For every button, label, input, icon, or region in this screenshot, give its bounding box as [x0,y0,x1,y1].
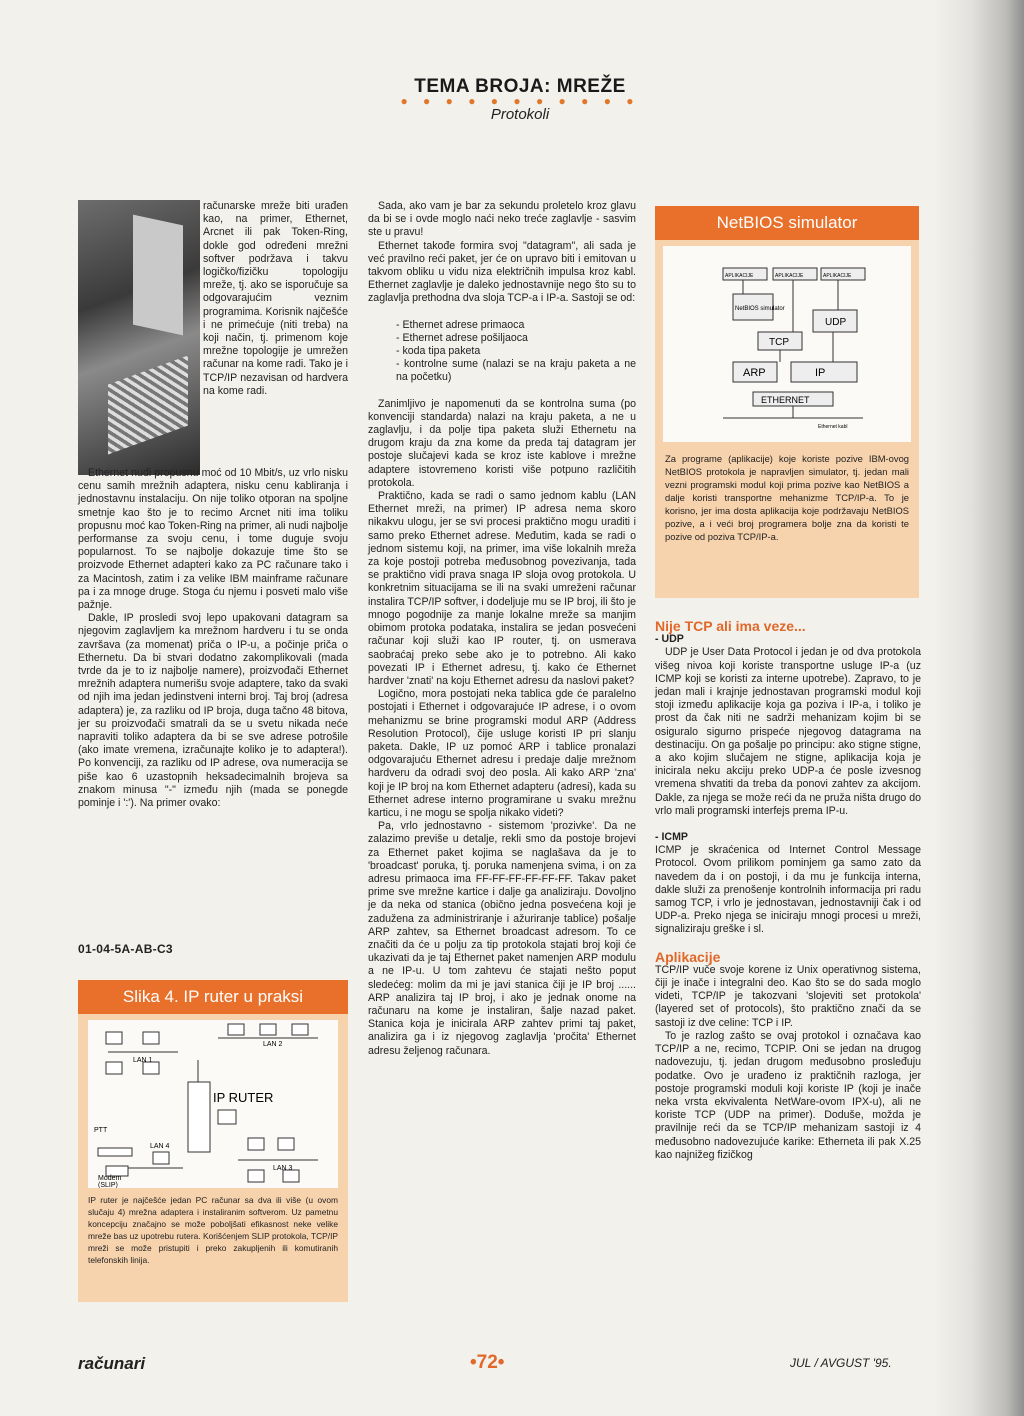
netbios-box [655,206,919,598]
section-title: TEMA BROJA: MREŽE [414,76,626,97]
col2 [368,200,636,1058]
col2-list-3: - koda tipa paketa [396,345,481,358]
figure4-caption: IP ruter je najčešće jedan PC računar sa dva ili više (u ovom slučaju 4) mrežna adaptera i instaliranim softverom. Uz pametnu koncepciju značajno se može poboljšati efikasnost neke velike mreže bas uz upotrebu rutera. Korišćenjem SLIP protokola, TCP/IP mreži se može pristupiti i preko zakupljenih ili komutiranih telefonskih linija. [88,1195,338,1265]
netbios-title: NetBIOS simulator [655,206,919,240]
app3-label: APLIKACIJE [823,273,852,279]
mac-example: 01-04-5A-AB-C3 [78,942,173,956]
ptt-label: PTT [94,1127,108,1134]
col1-para-3: Dakle, IP prosledi svoj lepo upakovani datagram sa njegovim zaglavljem ka mrežnom hardveru i tu se onda završava (za momenat) priča o IP-u, a počinje priča o Ethernetu. Da bi stvari dodatno zakomplikovali (mada tvrde da je to iz najbolje namere), proizvođači Ethernet mrežnih adaptera numerišu svoje adaptere, tako da svaki od njih ima jedan jedinstveni interni broj. Taj broj (adresa adaptera) je, za razliku od IP broja, duga tačno 48 bitova, jer su proizvođači smatrali da se u svetu nikada neće napraviti toliko adaptera da bi se sve adrese potrošile (ako imate vremena, izračunajte koliko je to adaptera!). Po konvenciji, za razliku od IP adrese, ova numeracija se piše kao 6 uzastopnih heksadecimalnih brojeva sa znakom minusa "-" između njih (mada se ponegde pominje i ':'). Na primer ovako: [78,612,348,810]
col1-para-2: Ethernet nudi propusnu moć od 10 Mbit/s, uz vrlo nisku cenu samih mrežnih adaptera, nisku cenu kabliranja i jednostavnu instalaciju. On nije toliko otporan na spoljne smetnje kao što je to recimo Arcnet niti ima toliku propusnu moć kao Token-Ring na primer, ali nudi najbolje performanse za svoju cenu, i tome duguje svoju popularnost. To se najbolje dokazuje time što se proizvode Ethernet adapteri kako za PC računare tako i za Macintosh, zatim i za velike IBM mainframe računare pa i za mnoge druge. Stoga ću njemu i posveti malo više pažnje. [78,467,348,612]
col2-para-4: Praktično, kada se radi o samo jednom kablu (LAN Ethernet mreži, na primer) IP adresa nema skoro nikakvu ulogu, jer se svi procesi praktično mogu uraditi i samo preko Ethernet adrese. Međutim, kada se radi o jednom sistemu koji, na primer, ima više lokalnih mreža za koje postoji potreba međusobnog povezivanja, tada se praktično vidi prava snaga IP sloja ovog protokola. U konkretnim situacijama se ili na svaki umreženi računar instalira TCP/IP softver, i dodeljuje mu se IP broj, ili što je mnogo pogodnije za manje lokalne mreže sa manjim obimom protoka podataka, instalira se jedan posvećeni računar koji služi kao IP router, tj. on usmerava saobraćaj preko sebe ako je to potrebno. Ali kako povezati IP i Ethernet adresu, tj. kako će Ethernet hardver 'znati' na koju Ethernet adresu da naslovi paket? [368,490,636,687]
page-edge-shadow [934,0,1024,1416]
arp-label: ARP [743,367,766,379]
heading-aplikacije: Aplikacije [655,948,721,965]
magazine-name: računari [78,1354,146,1373]
col2-para-3: Zanimljivo je napomenuti da se kontrolna suma (po konvenciji standarda) nalazi na kraju paketa, a ne u zaglavlju, i da polje tipa paketa služi Ethernetu na drugom kraju da zna kome da preda taj datagram jer postoje slučajevi kada se kroz iste kablove i mrežne adaptere istovremeno koristi više potpuno različitih protokola. [368,397,636,489]
cable-label: Ethernet kabl [818,424,848,430]
netbios-diagram [663,246,911,442]
figure4-title: Slika 4. IP ruter u praksi [78,980,348,1014]
col2-list-4: - kontrolne sume (nalazi se na kraju paketa a ne na početku) [396,358,636,384]
monitor-shape [133,215,183,336]
ip-label: IP [815,367,826,379]
slip-label: (SLIP) [98,1182,118,1188]
figure4-diagram [88,1020,338,1188]
col1-para-1: računarske mreže biti urađen kao, na primer, Ethernet, Arcnet ili pak Token-Ring, dokle god određeni mrežni softver podržava i takvu logičko/fizičku topologiju mreže, tj. ako se isporučuje sa odgovarajućim veznim programima. Korisnik najčešće i ne primećuje (niti treba) na koji način, tj. primenom koje mrežne topologije je umrežen računar na kome radi. Tako je i TCP/IP nezavisan od hardvera na kome radi. [203,200,348,397]
lan2-label: LAN 2 [263,1041,283,1048]
keyboard-shape [108,355,188,454]
udp-heading: - UDP [655,633,684,646]
app2-label: APLIKACIJE [775,273,804,279]
modem-label: Modem [98,1175,122,1182]
col2-list-1: - Ethernet adrese primaoca [396,318,525,331]
udp-text: UDP je User Data Protocol i jedan je od dva protokola višeg nivoa koji koriste transportne usluge IP-a (uz ICMP koji se koristi za interne upotrebe). Zapravo, to je jedan mali i krajnje jednostavan programski modul koji stoji između aplikacije koja ga poziva i IP-a, i toliko je prost da čak niti ne sadrži mehanizam kojim bi se osiguralo sigurno prispeće njegovog datagrama na destinaciju. On gа pošalje po principu: ako stigne stigne, a ako kojim slučajem ne stigne, aplikacija koja je inicirala neku akciju preko UDP-a će posle izvesnog vremena shvatiti da treba da ponovi zahtev za akcijom. Dakle, za njega se može reći da ne pruža ništa drugo do vrlo mali programski interfejs prema IP-u. [655,646,921,817]
protocol-stack-diagram [663,246,911,442]
col2-para-2: Ethernet takođe formira svoj "datagram", ali sada je već pravilno reći paket, jer će on upravo biti i emitovan u takvom obliku u vidu niza električnih impulsa kroz kabl. Ethernet zaglavlje je daleko jednostavnije nego što su to zaglavlja prethodna dva sloja TCP-a i IP-a. Sastoji se od: [368,239,636,305]
netbios-label: NetBIOS simulator [735,306,785,312]
icmp-heading: - ICMP [655,831,688,844]
lan1-label: LAN 1 [133,1057,153,1064]
lan4-label: LAN 4 [150,1143,170,1150]
udp-label: UDP [825,317,847,328]
computer-photo [78,200,200,475]
figure4-box [78,980,348,1302]
tcp-label: TCP [769,337,789,348]
col1-body [78,467,348,810]
col2-para-6: Pa, vrlo jednostavno - sistemom 'prozivke'. Da ne zalazimo previše u detalje, rekli smo da postoje brojevi za Ethernet paket kojima se naglašava da je to 'broadcast' poruka, tj. poruka namenjena svima, i on za adresu primaoca ima FF-FF-FF-FF-FF-FF. Takav paket prime sve mrežne kartice i dalje ga analiziraju. Dovoljno je da neka od stanica (obično jedna posvećena koji je zadužena za administriranje i ažuriranje tablice) pošalje ARP zahtev, sa Ethernet broadcast adresom. To ce značiti da će u polju za tip protokola stajati broj koji će ukazivati da je taj Ethernet paket namenjen ARP modulu a ne IP-u. U tom zahtevu će stajati nešto poput sledećeg: molim da mi je javi stanica čiji je IP broj ...... ARP analizira taj IP broj, i ako je jednak onome na računaru na kome je instaliran, šalje nazad paket. Stanica koja je inicirala ARP zahtev primi taj paket, analizira ga i iz njegovog zaglavlja 'pročita' Ethernet adresu željenog računara. [368,820,636,1057]
page-header [380,76,660,123]
page-number: •72• [470,1352,505,1373]
heading-nije-tcp: Nije TCP ali ima veze... [655,618,806,634]
apps-para-2: To je razlog zašto se ovaj protokol i označava kao TCP/IP a ne, recimo, TCPIP. Oni se jedan na drugog nadovezuju, tj. jedan drugom međusobno prosleđuju podatke. Ovo je urađeno iz praktičnih razloga, jer postoje programski moduli koji koriste IP (koji je inače neka vrsta ekvivalenta NetWare-ovom IPX-u), ali ne koriste TCP (UDP na primer). Dodušе, možda je pravilnije reći da se TCP/IP mehanizam sastoji iz 4 međusobno nadovezujuće karike: Etherneta ili pak X.25 kao najnižeg fizičkog [655,1029,921,1161]
lan3-label: LAN 3 [273,1165,293,1172]
col2-para-5: Logično, mora postojati neka tablica gde će paralelno postojati i Ethernet i odgovarajuće IP adrese, i o ovom mehanizmu se brine programski modul ARP (Address Resolution Protocol), čije usluge koristi IP pri slanju paketa. Dakle, IP uz pomoć ARP i tablice pronalazi odgovarajuću Ethernet adresu i predaje dalje mrežnom hardveru da odradi svoj deo posla. Ali kako ARP 'zna' koji je IP broj na kom Ethernet adapteru (adresi), kada su Ethernet adrese interno programirane u svaku mrežnu karticu, i ne mogu se spolja nikako videti? [368,688,636,819]
netbios-caption: Za programe (aplikacije) koje koriste pozive IBM-ovog NetBIOS protokola je napravljen simulator, tj. jedan mali vezni programski modul koji prima pozive kao NetBIOS a dalje koristi transportne mehanizme TCP/IP-a. To je korisno, jer ima dosta aplikacija koje podržavaju NetBIOS pozive, a i veći broj programera bolje zna da koristi te pozive od poziva TCP/IP-a. [665,453,909,542]
col2-para-1: Sada, ako vam je bar za sekundu proletelo kroz glavu da bi se i ovde moglo naći neko treće zaglavlje - sasvim ste u pravu! [368,200,636,239]
ethernet-label: ETHERNET [761,395,810,405]
router-diagram [88,1020,338,1188]
issue-date: JUL / AVGUST '95. [790,1356,892,1370]
app1-label: APLIKACIJE [725,273,754,279]
header-dots: ● ● ● ● ● ● ● ● ● ● ● [400,94,640,108]
apps-para-1: TCP/IP vuče svoje korene iz Unix operativnog sistema, čiji je inače i integralni deo. Kao što se do sada moglo videti, TCP/IP je takozvani 'slojeviti set protokola' (layered set of protocols), što praktično znači da se sastoji iz dve celine: TCP i IP. [655,963,921,1029]
col1-intro [203,200,348,398]
section-subtitle: Protokoli [490,106,550,123]
icmp-text: ICMP je skraćenica od Internet Control Message Protocol. Ovom prilikom pominjem ga samo zato da navedem da i on postoji, i da mu je funkcija interna, dakle služi za prenošenje kontrolnih informacija pri radu samog TCP, i vrlo je jednostavan, jednostavniji čak i od UDP-a. Preko njega se iniciraju mnogi procesi u mreži, signaliziraju greške i sl. [655,844,921,936]
col3 [655,620,921,1162]
col2-list-2: - Ethernet adrese pošiljaoca [396,331,528,344]
router-label: IP RUTER [213,1090,274,1105]
